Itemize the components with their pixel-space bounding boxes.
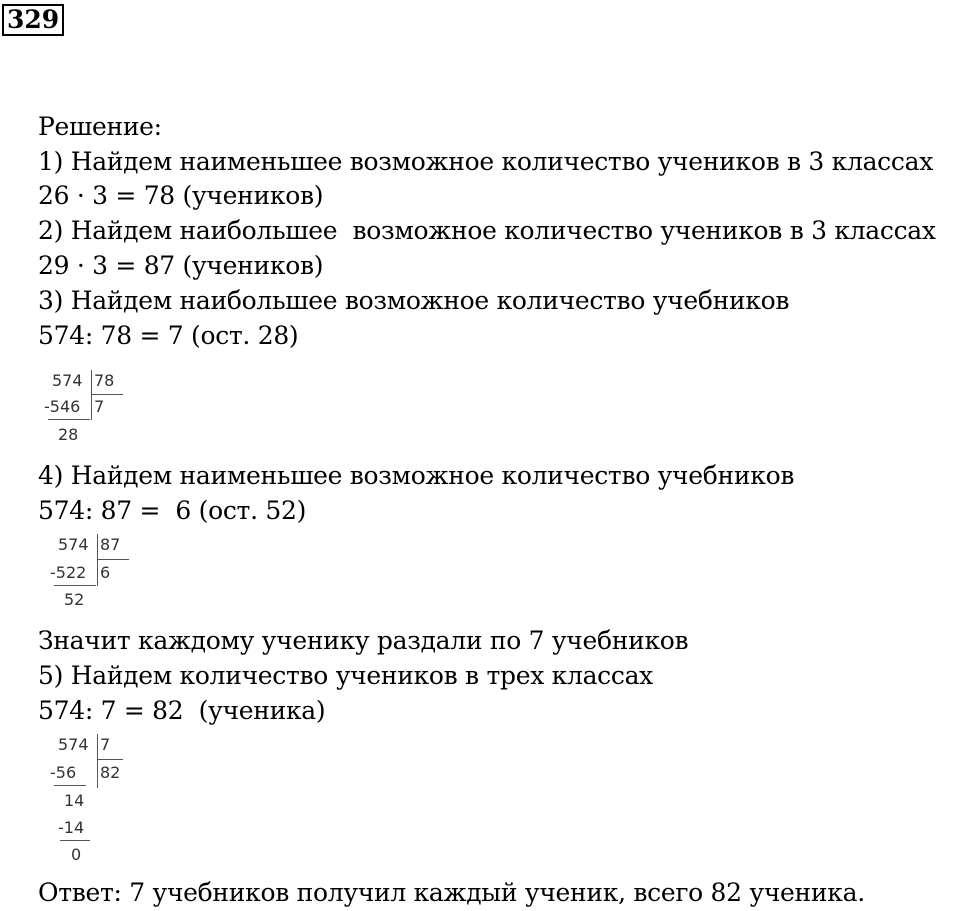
dividend: 574 bbox=[58, 735, 89, 754]
step-4-text: 4) Найдем наименьшее возможное количество учебников bbox=[38, 461, 795, 490]
step-1-calc: 26 · 3 = 78 (учеников) bbox=[38, 181, 324, 210]
solution-heading: Решение: bbox=[38, 112, 162, 141]
conclusion-text: Значит каждому ученику раздали по 7 учебников bbox=[38, 626, 689, 655]
step-3-text: 3) Найдем наибольшее возможное количество учебников bbox=[38, 286, 790, 315]
dividend: 574 bbox=[58, 535, 89, 554]
problem-number: 329 bbox=[2, 4, 64, 36]
division-divisor-line bbox=[97, 559, 129, 560]
divisor: 87 bbox=[100, 535, 121, 554]
quotient: 7 bbox=[94, 397, 105, 416]
divisor: 7 bbox=[100, 735, 111, 754]
quotient: 6 bbox=[100, 563, 111, 582]
long-division-3 bbox=[50, 734, 140, 864]
step-3-calc: 574: 78 = 7 (ост. 28) bbox=[38, 321, 299, 350]
remainder: 52 bbox=[64, 590, 85, 609]
divisor: 78 bbox=[94, 371, 115, 390]
partial-remainder: 14 bbox=[64, 791, 85, 810]
division-vertical-line bbox=[97, 734, 98, 788]
remainder: 28 bbox=[58, 425, 79, 444]
quotient: 82 bbox=[100, 763, 121, 782]
step-2-text: 2) Найдем наибольшее возможное количество учеников в 3 классах bbox=[38, 216, 936, 245]
division-subtract-line bbox=[54, 585, 96, 586]
step-1-text: 1) Найдем наименьшее возможное количество учеников в 3 классах bbox=[38, 147, 933, 176]
division-subtract-line-1 bbox=[54, 785, 86, 786]
answer-text: Ответ: 7 учебников получил каждый ученик, всего 82 ученика. bbox=[38, 878, 865, 907]
long-division-1 bbox=[44, 370, 134, 450]
division-subtract-line-2 bbox=[60, 840, 90, 841]
step-4-calc: 574: 87 = 6 (ост. 52) bbox=[38, 496, 307, 525]
step-2-calc: 29 · 3 = 87 (учеников) bbox=[38, 251, 324, 280]
division-divisor-line bbox=[97, 759, 123, 760]
dividend: 574 bbox=[52, 371, 83, 390]
division-subtract-line bbox=[48, 419, 90, 420]
division-vertical-line bbox=[91, 370, 92, 420]
division-divisor-line bbox=[91, 394, 123, 395]
remainder: 0 bbox=[71, 845, 82, 864]
subtrahend-2: -14 bbox=[58, 818, 85, 837]
long-division-2 bbox=[50, 534, 140, 614]
subtrahend: -546 bbox=[44, 397, 81, 416]
subtrahend: -522 bbox=[50, 563, 87, 582]
step-5-text: 5) Найдем количество учеников в трех классах bbox=[38, 661, 653, 690]
step-5-calc: 574: 7 = 82 (ученика) bbox=[38, 696, 326, 725]
division-vertical-line bbox=[97, 534, 98, 586]
subtrahend-1: -56 bbox=[50, 763, 77, 782]
